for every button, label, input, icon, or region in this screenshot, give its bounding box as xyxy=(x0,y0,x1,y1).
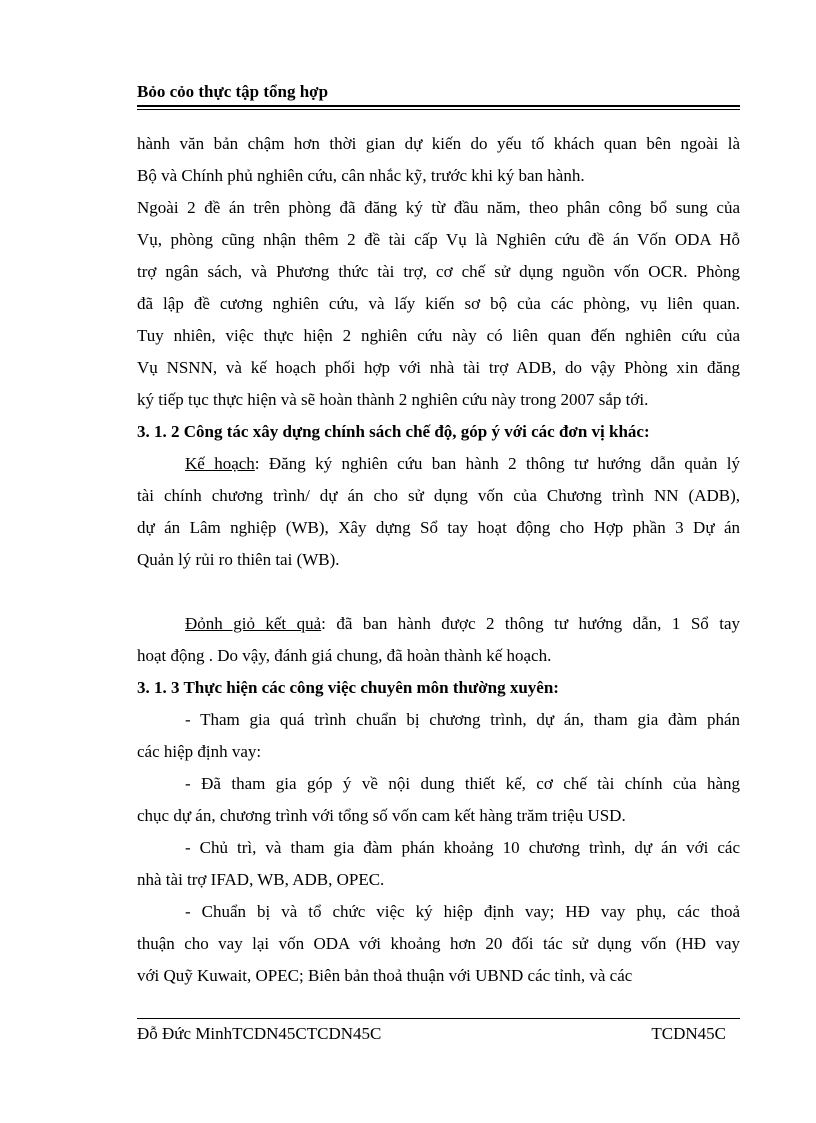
text-line: Bộ và Chính phủ nghiên cứu, cân nhắc kỹ, trước khi ký ban hành. xyxy=(137,166,585,185)
footer-author: Đỗ Đức MinhTCDN45CTCDN45C xyxy=(137,1024,382,1043)
blank-line xyxy=(137,576,740,608)
text-line: Tuy nhiên, việc thực hiện 2 nghiên cứu này có liên quan đến nghiên cứu của xyxy=(137,326,740,345)
evaluation-label: Đỏnh giỏ kết quả xyxy=(185,614,322,633)
plan-label: Kế hoạch xyxy=(185,454,255,473)
section-heading-3-1-3: 3. 1. 3 Thực hiện các công việc chuyên môn thường xuyên: xyxy=(137,678,559,697)
footer-row xyxy=(137,1024,740,1044)
plan-text: : Đăng ký nghiên cứu ban hành 2 thông tư hướng dẫn quản lý xyxy=(254,454,740,473)
page-header xyxy=(137,82,740,102)
header-title: Bỏo cỏo thực tập tổng hợp xyxy=(137,82,329,101)
footer-rule xyxy=(137,1018,740,1019)
text-line: trợ ngân sách, và Phương thức tài trợ, cơ chế sử dụng nguồn vốn OCR. Phòng xyxy=(137,262,740,281)
text-line: hành văn bản chậm hơn thời gian dự kiến do yếu tố khách quan bên ngoài là xyxy=(137,134,740,153)
text-line: Quản lý rủi ro thiên tai (WB). xyxy=(137,550,340,569)
text-line: tài chính chương trình/ dự án cho sử dụng vốn của Chương trình NN (ADB), xyxy=(137,486,740,505)
evaluation-paragraph-line xyxy=(137,608,740,640)
bullet-line: - Đã tham gia góp ý về nội dung thiết kế, cơ chế tài chính của hàng xyxy=(185,774,740,793)
text-line: hoạt động . Do vậy, đánh giá chung, đã hoàn thành kế hoạch. xyxy=(137,646,552,665)
text-line: các hiệp định vay: xyxy=(137,742,262,761)
document-body xyxy=(137,128,740,992)
section-heading-3-1-2: 3. 1. 2 Công tác xây dựng chính sách chế độ, góp ý với các đơn vị khác: xyxy=(137,422,650,441)
bullet-line: - Chuẩn bị và tổ chức việc ký hiệp định vay; HĐ vay phụ, các thoả xyxy=(185,902,740,921)
bullet-line: - Tham gia quá trình chuẩn bị chương trình, dự án, tham gia đàm phán xyxy=(185,710,740,729)
evaluation-text: : đã ban hành được 2 thông tư hướng dẫn, 1 Sổ tay xyxy=(321,614,740,633)
footer-class-code: TCDN45C xyxy=(651,1024,726,1043)
bullet-line: - Chủ trì, và tham gia đàm phán khoảng 10 chương trình, dự án với các xyxy=(185,838,740,857)
text-line: với Quỹ Kuwait, OPEC; Biên bản thoả thuận với UBND các tỉnh, và các xyxy=(137,966,633,985)
text-line: ký tiếp tục thực hiện và sẽ hoàn thành 2 nghiên cứu này trong 2007 sắp tới. xyxy=(137,390,649,409)
text-line: đã lập đề cương nghiên cứu, và lấy kiến sơ bộ của các phòng, vụ liên quan. xyxy=(137,294,740,313)
header-rule-thick xyxy=(137,105,740,107)
text-line: dự án Lâm nghiệp (WB), Xây dựng Sổ tay hoạt động cho Hợp phần 3 Dự án xyxy=(137,518,740,537)
header-rule-thin xyxy=(137,109,740,110)
text-line: Vụ, phòng cũng nhận thêm 2 đề tài cấp Vụ là Nghiên cứu đề án Vốn ODA Hỗ xyxy=(137,230,740,249)
text-line: Ngoài 2 đề án trên phòng đã đăng ký từ đầu năm, theo phân công bổ sung của xyxy=(137,198,740,217)
text-line: nhà tài trợ IFAD, WB, ADB, OPEC. xyxy=(137,870,385,889)
text-line: Vụ NSNN, và kế hoạch phối hợp với nhà tài trợ ADB, do vậy Phòng xin đăng xyxy=(137,358,740,377)
plan-paragraph-line xyxy=(137,448,740,480)
text-line: thuận cho vay lại vốn ODA với khoảng hơn 20 đối tác sử dụng vốn (HĐ vay xyxy=(137,934,740,953)
text-line: chục dự án, chương trình với tổng số vốn cam kết hàng trăm triệu USD. xyxy=(137,806,626,825)
